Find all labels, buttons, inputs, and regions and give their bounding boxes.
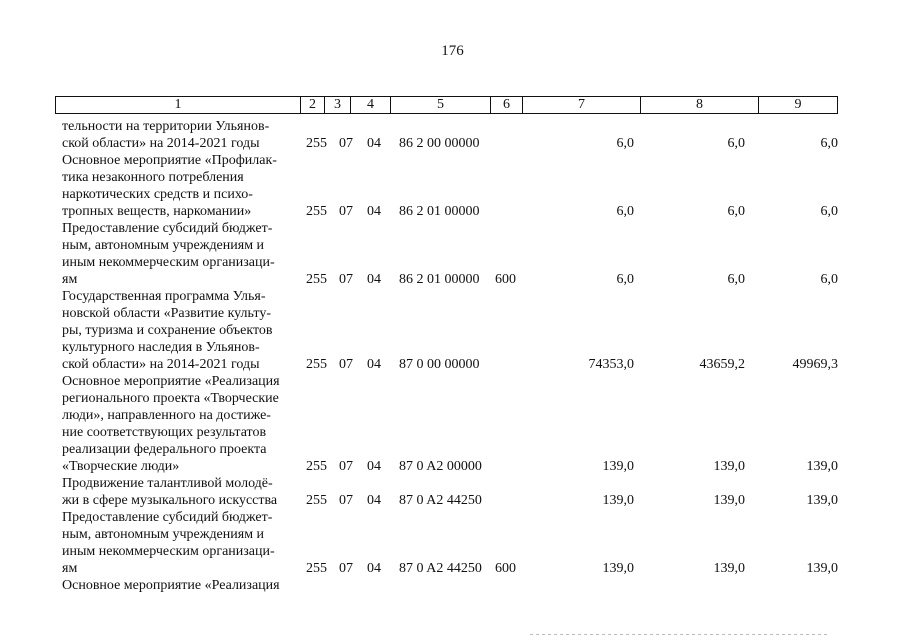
- cell-section: 07: [339, 561, 353, 576]
- cell-target-code: 87 0 A2 00000: [399, 459, 482, 474]
- cell-amount-col8: 139,0: [713, 561, 745, 576]
- row-description-line: ской области» на 2014-2021 годы: [62, 136, 260, 151]
- row-description-line: Основное мероприятие «Профилак-: [62, 153, 277, 168]
- cell-amount-col9: 139,0: [806, 561, 838, 576]
- cell-section: 07: [339, 204, 353, 219]
- cell-target-code: 86 2 00 00000: [399, 136, 480, 151]
- cell-subsection: 04: [367, 136, 381, 151]
- row-description-line: новской области «Развитие культу-: [62, 306, 271, 321]
- cell-amount-col8: 6,0: [727, 136, 745, 151]
- row-description-line: тельности на территории Ульянов-: [62, 119, 270, 134]
- row-description-line: реализации федерального проекта: [62, 442, 267, 457]
- header-col-6: 6: [490, 97, 522, 113]
- cell-target-code: 86 2 01 00000: [399, 272, 480, 287]
- cell-expense-type: 600: [495, 561, 516, 576]
- cell-amount-col7: 74353,0: [588, 357, 634, 372]
- cell-admin: 255: [306, 272, 327, 287]
- row-description-line: тика незаконного потребления: [62, 170, 244, 185]
- row-description-line: ным, автономным учреждениям и: [62, 238, 265, 253]
- row-description-line: культурного наследия в Ульянов-: [62, 340, 260, 355]
- cell-subsection: 04: [367, 272, 381, 287]
- cell-target-code: 87 0 A2 44250: [399, 493, 482, 508]
- cell-subsection: 04: [367, 459, 381, 474]
- header-col-5: 5: [390, 97, 490, 113]
- cell-amount-col7: 6,0: [616, 272, 634, 287]
- row-description-line: жи в сфере музыкального искусства: [62, 493, 278, 508]
- row-description-line: регионального проекта «Творческие: [62, 391, 279, 406]
- cell-admin: 255: [306, 493, 327, 508]
- cell-section: 07: [339, 357, 353, 372]
- cell-section: 07: [339, 136, 353, 151]
- cell-admin: 255: [306, 136, 327, 151]
- cell-amount-col8: 43659,2: [699, 357, 745, 372]
- row-description-line: ры, туризма и сохранение объектов: [62, 323, 273, 338]
- header-col-9: 9: [758, 97, 837, 113]
- cell-amount-col7: 139,0: [602, 459, 634, 474]
- row-description-line: ным, автономным учреждениям и: [62, 527, 265, 542]
- row-description-line: ям: [62, 561, 78, 576]
- cell-subsection: 04: [367, 204, 381, 219]
- header-col-3: 3: [324, 97, 350, 113]
- row-description-line: тропных веществ, наркомании»: [62, 204, 252, 219]
- cell-section: 07: [339, 493, 353, 508]
- cell-admin: 255: [306, 204, 327, 219]
- row-description-line: Основное мероприятие «Реализация: [62, 578, 280, 593]
- table-header-row: [55, 96, 838, 114]
- cell-amount-col8: 139,0: [713, 459, 745, 474]
- row-description-line: Продвижение талантливой молодё-: [62, 476, 273, 491]
- cell-amount-col9: 139,0: [806, 459, 838, 474]
- row-description-line: люди», направленного на достиже-: [62, 408, 271, 423]
- row-description-line: наркотических средств и психо-: [62, 187, 253, 202]
- cell-amount-col7: 6,0: [616, 136, 634, 151]
- header-col-1: 1: [174, 97, 182, 112]
- row-description-line: ние соответствующих результатов: [62, 425, 267, 440]
- page-number: 176: [441, 43, 464, 59]
- cell-amount-col7: 6,0: [616, 204, 634, 219]
- cell-admin: 255: [306, 459, 327, 474]
- row-description-line: Предоставление субсидий бюджет-: [62, 510, 273, 525]
- row-description-line: Государственная программа Улья-: [62, 289, 266, 304]
- cell-subsection: 04: [367, 561, 381, 576]
- row-description-line: ям: [62, 272, 78, 287]
- cell-admin: 255: [306, 357, 327, 372]
- header-col-8: 8: [640, 97, 758, 113]
- cell-target-code: 87 0 A2 44250: [399, 561, 482, 576]
- cell-amount-col8: 6,0: [727, 272, 745, 287]
- row-description-line: «Творческие люди»: [62, 459, 180, 474]
- cell-target-code: 86 2 01 00000: [399, 204, 480, 219]
- row-description-line: ской области» на 2014-2021 годы: [62, 357, 260, 372]
- cell-amount-col9: 139,0: [806, 493, 838, 508]
- cell-amount-col7: 139,0: [602, 561, 634, 576]
- cell-amount-col9: 6,0: [820, 204, 838, 219]
- scan-mark: [530, 634, 830, 635]
- row-description-line: Предоставление субсидий бюджет-: [62, 221, 273, 236]
- cell-amount-col9: 49969,3: [792, 357, 838, 372]
- header-col-2: 2: [300, 97, 324, 113]
- cell-target-code: 87 0 00 00000: [399, 357, 480, 372]
- cell-amount-col8: 139,0: [713, 493, 745, 508]
- cell-amount-col8: 6,0: [727, 204, 745, 219]
- cell-amount-col9: 6,0: [820, 272, 838, 287]
- cell-section: 07: [339, 459, 353, 474]
- cell-expense-type: 600: [495, 272, 516, 287]
- header-col-4: 4: [350, 97, 390, 113]
- cell-section: 07: [339, 272, 353, 287]
- cell-amount-col7: 139,0: [602, 493, 634, 508]
- cell-subsection: 04: [367, 357, 381, 372]
- row-description-line: иным некоммерческим организаци-: [62, 544, 275, 559]
- header-col-7: 7: [522, 97, 640, 113]
- cell-admin: 255: [306, 561, 327, 576]
- cell-amount-col9: 6,0: [820, 136, 838, 151]
- row-description-line: Основное мероприятие «Реализация: [62, 374, 280, 389]
- row-description-line: иным некоммерческим организаци-: [62, 255, 275, 270]
- cell-subsection: 04: [367, 493, 381, 508]
